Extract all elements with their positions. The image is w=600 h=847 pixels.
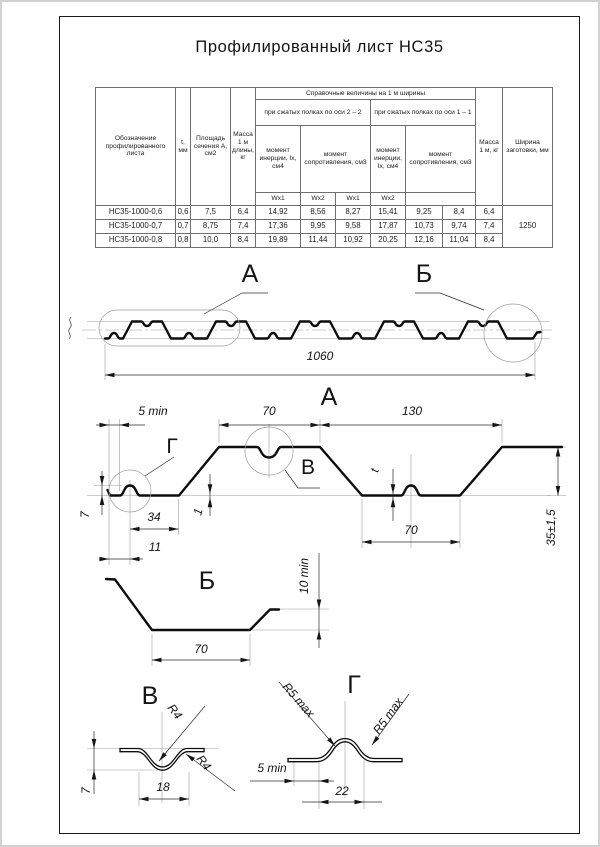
dim-1060: 1060 xyxy=(306,349,334,363)
cell: 8,56 xyxy=(301,206,336,220)
cell: 12,16 xyxy=(406,234,443,248)
dim-7-a: 7 xyxy=(78,511,92,518)
header-inertia-1: момент инерции, Ix, см4 xyxy=(371,126,406,193)
dim-5min-a: 5 min xyxy=(138,404,168,418)
dim-22: 22 xyxy=(335,784,349,798)
callout-g: Г xyxy=(166,435,178,458)
dim-130: 130 xyxy=(401,404,423,418)
header-wx1-2: Wx1 xyxy=(256,193,301,206)
section-b-profile xyxy=(106,579,279,630)
header-wx2-1: Wx2 xyxy=(371,193,406,206)
dim-5min-g: 5 min xyxy=(257,761,287,775)
overview-callout-b: Б xyxy=(415,260,433,288)
dim-18: 18 xyxy=(156,780,170,794)
cell: 0,6 xyxy=(176,206,191,220)
cell: 7,4 xyxy=(476,220,503,234)
cell: 9,58 xyxy=(336,220,371,234)
header-resistance-1: момент сопротивления, см3 xyxy=(406,126,476,193)
cell: 0,8 xyxy=(176,234,191,248)
header-area: Площадь сечения А, см2 xyxy=(191,88,231,206)
cell: 9,25 xyxy=(406,206,443,220)
cell: 8,4 xyxy=(231,234,256,248)
page-title: Профилированный лист НС35 xyxy=(195,38,444,56)
dim-r4-2: R4 xyxy=(193,752,215,773)
dim-70-top: 70 xyxy=(262,404,276,418)
cell: НС35-1000-0,6 xyxy=(96,206,176,220)
cell: 8,75 xyxy=(191,220,231,234)
cell: 8,4 xyxy=(443,206,476,220)
cell: НС35-1000-0,7 xyxy=(96,220,176,234)
detail-b-circle xyxy=(484,304,542,362)
dim-10min: 10 min xyxy=(297,557,311,594)
dim-35: 35±1,5 xyxy=(544,509,558,546)
cell: 15,41 xyxy=(371,206,406,220)
cell: 17,87 xyxy=(371,220,406,234)
dim-11: 11 xyxy=(148,540,162,554)
cell-blank-width: 1250 xyxy=(503,206,553,248)
cell: 17,36 xyxy=(256,220,301,234)
cell: 6,4 xyxy=(476,206,503,220)
cell: 19,89 xyxy=(256,234,301,248)
header-resistance-2: момент сопротивления, см3 xyxy=(301,126,371,193)
dim-7-v: 7 xyxy=(79,787,93,794)
header-wx2-2: Wx2 xyxy=(301,193,336,206)
dim-r4-1: R4 xyxy=(164,701,186,722)
drawing-canvas xyxy=(2,2,600,847)
callout-v: В xyxy=(300,456,316,479)
dim-70-bottom: 70 xyxy=(404,523,418,537)
header-wx1-1: Wx1 xyxy=(336,193,371,206)
dim-34: 34 xyxy=(147,510,161,524)
cell: НС35-1000-0,8 xyxy=(96,234,176,248)
section-g-title: Г xyxy=(347,671,361,699)
overview-callout-a: А xyxy=(241,260,259,288)
cell: 14,92 xyxy=(256,206,301,220)
dim-1: 1 xyxy=(190,506,206,517)
header-axis-2: при сжатых полках по оси 2 – 2 xyxy=(256,100,371,126)
header-mass-per-length: Масса 1 м длины, кг xyxy=(231,88,256,206)
break-squiggle xyxy=(69,317,72,339)
header-designation: Обозначение профилированного листа xyxy=(96,88,176,206)
cell: 11,44 xyxy=(301,234,336,248)
cell: 10,73 xyxy=(406,220,443,234)
header-blank-width: Ширина заготовки, мм xyxy=(503,88,553,206)
section-v-title: В xyxy=(141,682,159,710)
cell: 10,92 xyxy=(336,234,371,248)
cell: 10,0 xyxy=(191,234,231,248)
dim-t: t xyxy=(367,466,382,474)
dim-70-b: 70 xyxy=(194,642,208,656)
detail-a-oval xyxy=(99,310,240,346)
section-b-title: Б xyxy=(198,567,216,595)
section-a-title: А xyxy=(320,383,338,411)
header-inertia-2: момент инерции, Ix, см4 xyxy=(256,126,301,193)
cell: 8,4 xyxy=(476,234,503,248)
cell: 11,04 xyxy=(443,234,476,248)
cell: 8,27 xyxy=(336,206,371,220)
cell: 9,74 xyxy=(443,220,476,234)
header-reference-group: Справочные величины на 1 м ширины xyxy=(256,88,476,100)
cell: 9,95 xyxy=(301,220,336,234)
cell: 20,25 xyxy=(371,234,406,248)
dim-r5-2: R5 max xyxy=(370,695,406,737)
dim-r5-1: R5 max xyxy=(279,679,318,721)
cell: 0,7 xyxy=(176,220,191,234)
dimension-lines xyxy=(94,293,558,802)
header-mass: Масса 1 м, кг xyxy=(476,88,503,206)
cell: 7,5 xyxy=(191,206,231,220)
header-thickness: t, мм xyxy=(176,88,191,206)
cell: 6,4 xyxy=(231,206,256,220)
cell: 7,4 xyxy=(231,220,256,234)
header-axis-1: при сжатых полках по оси 1 – 1 xyxy=(371,100,476,126)
